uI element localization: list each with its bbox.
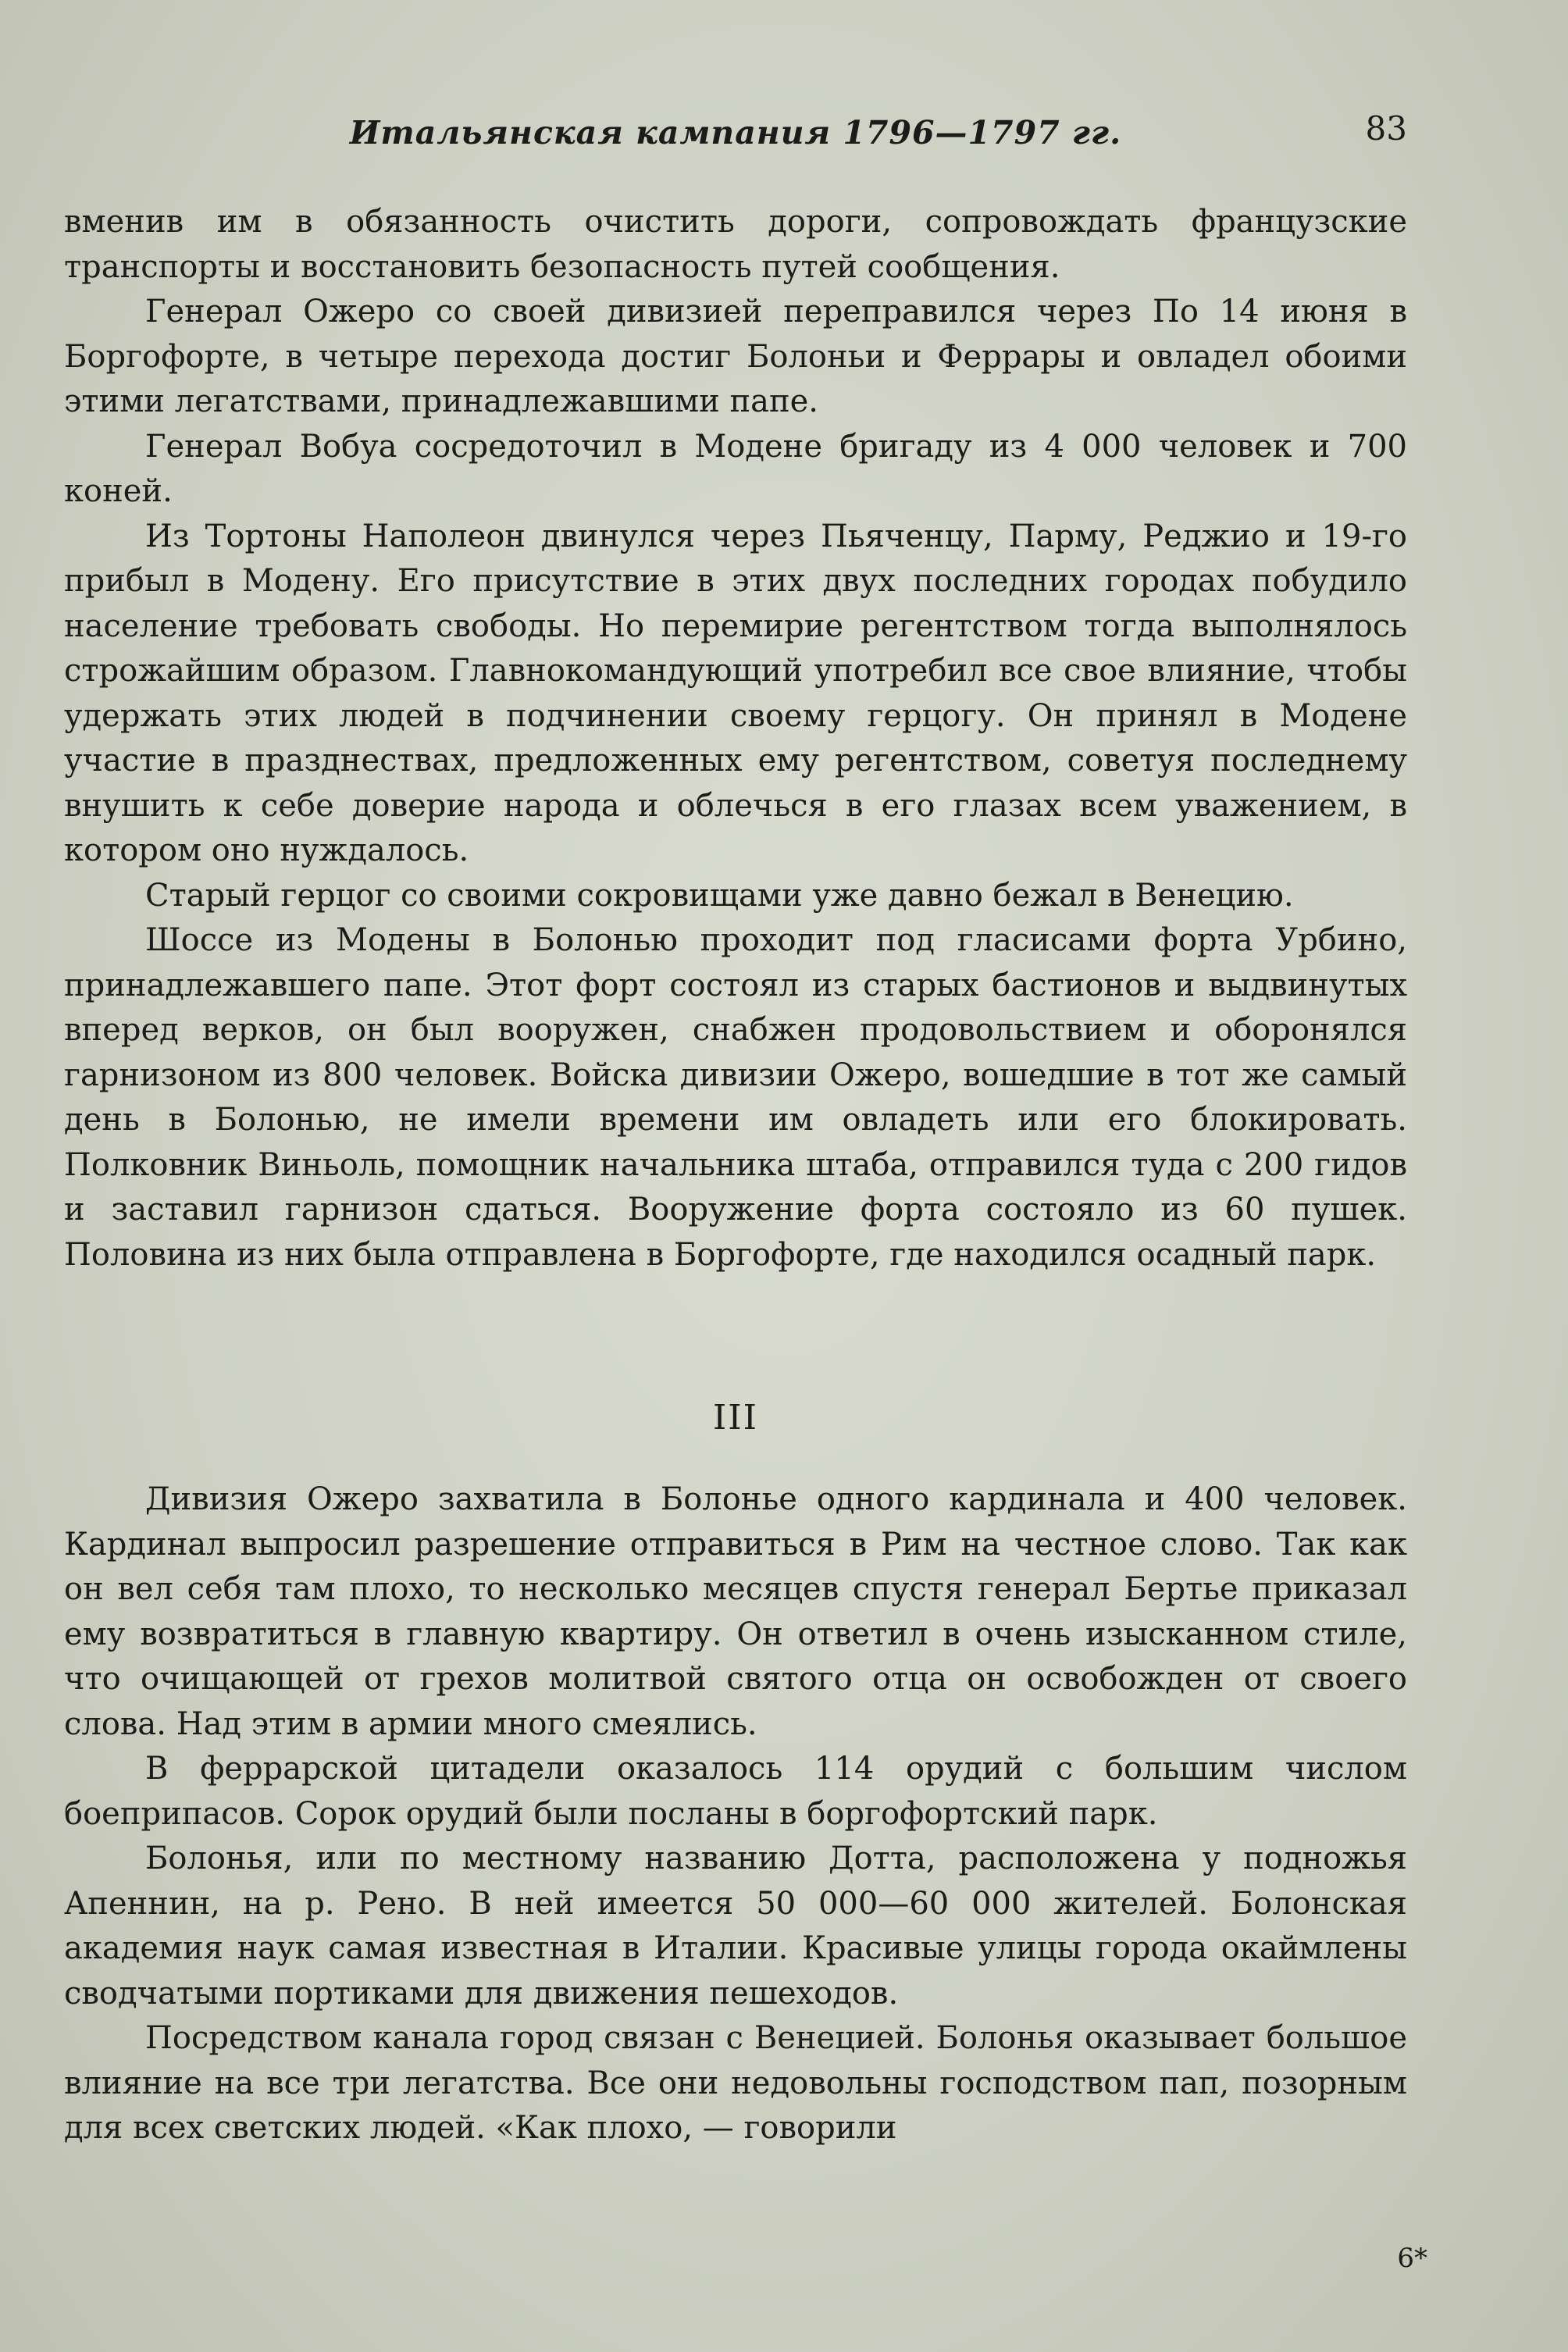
paragraph: вменив им в обязанность очистить дороги, сопровождать французские транспорты и восстановить безопасность путей сообщения.: [64, 204, 1407, 285]
paragraph: Шоссе из Модены в Болонью проходит под гласисами форта Урбино, принадлежавшего папе. Этот форт состоял из старых бастионов и выдвинутых вперед верков, он был вооружен, снабжен продовольствием и оборонялся гарнизоном из 800 человек. Войска дивизии Ожеро, вошедшие в тот же самый день в Болонью, не имели времени им овладеть или его блокировать. Полковник Виньоль, помощник начальника штаба, отправился туда с 200 гидов и заставил гарнизон сдаться. Вооружение форта состояло из 60 пушек. Половина из них была отправлена в Боргофорте, где находился осадный парк.: [64, 922, 1407, 1273]
page-number: 83: [1365, 109, 1407, 148]
paragraph: Из Тортоны Наполеон двинулся через Пьяченцу, Парму, Реджио и 19-го прибыл в Модену. Его присутствие в этих двух последних городах побудило население требовать свободы. Но перемирие регентством тогда выполнялось строжайшим образом. Главнокомандующий употребил все свое влияние, чтобы удержать этих людей в подчинении своему герцогу. Он принял в Модене участие в празднествах, предложенных ему регентством, советуя последнему внушить к себе доверие народа и облечься в его глазах всем уважением, в котором оно нуждалось.: [64, 518, 1407, 868]
paragraph: Генерал Вобуа сосредоточил в Модене бригаду из 4 000 человек и 700 коней.: [64, 428, 1407, 509]
paragraph: Генерал Ожеро со своей дивизией переправился через По 14 июня в Боргофорте, в четыре перехода достиг Болоньи и Феррары и овладел обоими этими легатствами, принадлежавшими папе.: [64, 294, 1407, 419]
text-block-before-section: [64, 200, 1407, 1278]
text-block-after-section: [64, 1477, 1407, 2151]
running-title: Итальянская кампания 1796—1797 гг.: [349, 114, 1122, 151]
running-head: [64, 109, 1407, 164]
paragraph: Старый герцог со своими сокровищами уже давно бежал в Венецию.: [145, 877, 1294, 914]
paragraph: Дивизия Ожеро захватила в Болонье одного кардинала и 400 человек. Кардинал выпросил разрешение отправиться в Рим на честное слово. Так как он вел себя там плохо, то несколько месяцев спустя генерал Бертье приказал ему возвратиться в главную квартиру. Он ответил в очень изысканном стиле, что очищающей от грехов молитвой святого отца он освобожден от своего слова. Над этим в армии много смеялись.: [64, 1481, 1407, 1742]
paragraph: Болонья, или по местному названию Дотта, расположена у подножья Апеннин, на р. Рено. В ней имеется 50 000—60 000 жителей. Болонская академия наук самая известная в Италии. Красивые улицы города окаймлены сводчатыми портиками для движения пешеходов.: [64, 1841, 1407, 2012]
section-heading: III: [712, 1398, 759, 1438]
paragraph: Посредством канала город связан с Венецией. Болонья оказывает большое влияние на все три легатства. Все они недовольны господством пап, позорным для всех светских людей. «Как плохо, — говорили: [64, 2020, 1407, 2146]
paragraph: В феррарской цитадели оказалось 114 орудий с большим числом боеприпасов. Сорок орудий были посланы в боргофортский парк.: [64, 1751, 1407, 1832]
signature-mark: 6*: [1397, 2243, 1427, 2274]
